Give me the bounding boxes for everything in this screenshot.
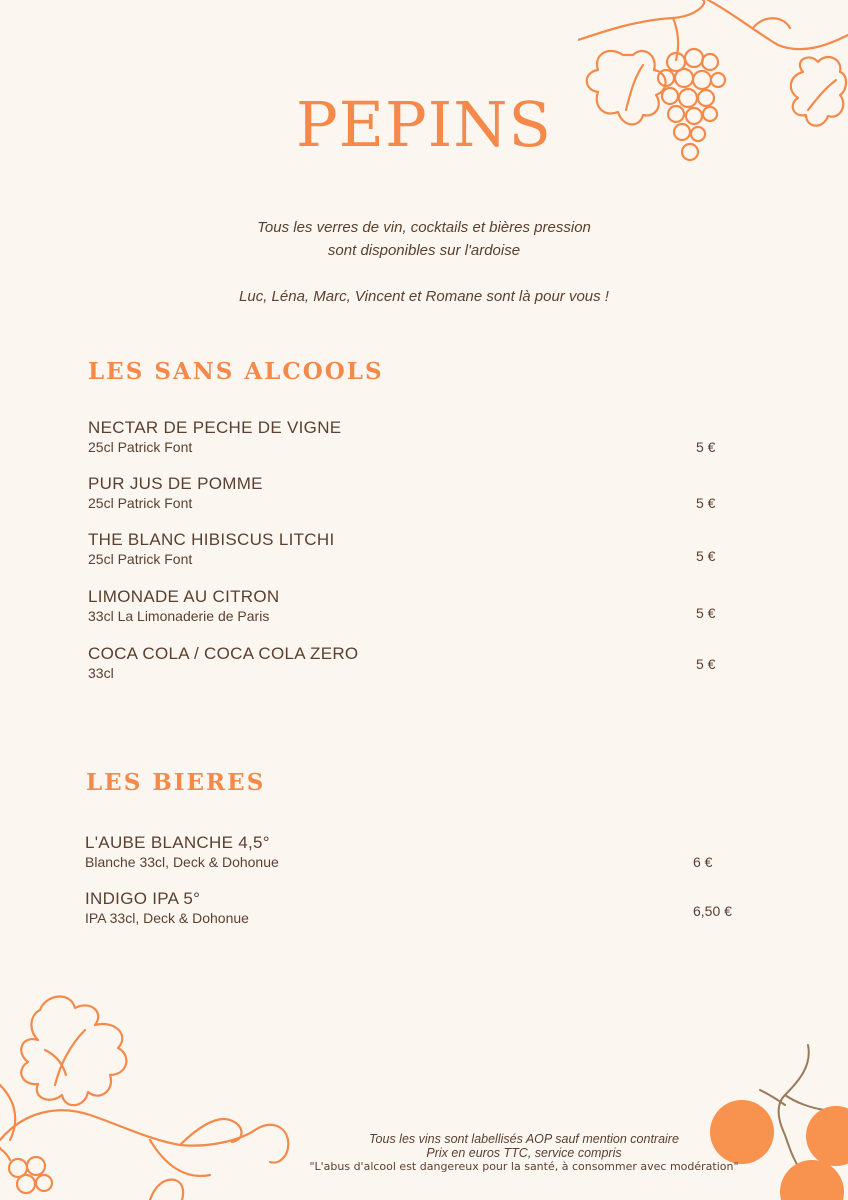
item-name: PUR JUS DE POMME	[88, 474, 263, 493]
section-title-sans-alcools: LES SANS ALCOOLS	[88, 358, 384, 385]
orange-fruits-icon	[700, 1040, 848, 1200]
footer-aop-note: Tous les vins sont labellisés AOP sauf mention contraire	[369, 1132, 679, 1146]
item-description: 25cl Patrick Font	[88, 439, 193, 455]
item-price: 5 €	[696, 605, 716, 621]
intro-text	[0, 216, 848, 262]
item-price: 6,50 €	[693, 903, 732, 919]
item-description: 33cl La Limonaderie de Paris	[88, 608, 270, 624]
item-name: INDIGO IPA 5°	[85, 889, 201, 908]
footer-price-note: Prix en euros TTC, service compris	[426, 1146, 622, 1160]
intro-line-3: Luc, Léna, Marc, Vincent et Romane sont là pour vous !	[239, 288, 609, 305]
footer	[300, 1132, 748, 1173]
item-price: 5 €	[696, 495, 716, 511]
item-name: THE BLANC HIBISCUS LITCHI	[88, 530, 335, 549]
menu-item	[88, 530, 335, 568]
section-title-bieres: LES BIERES	[86, 769, 266, 796]
item-name: LIMONADE AU CITRON	[88, 587, 280, 606]
item-name: L'AUBE BLANCHE 4,5°	[85, 833, 270, 852]
item-price: 5 €	[696, 548, 716, 564]
item-description: Blanche 33cl, Deck & Dohonue	[85, 854, 279, 870]
grape-leaf-icon	[0, 990, 300, 1200]
page-title: PEPINS	[296, 88, 552, 161]
menu-item	[88, 644, 358, 682]
menu-item	[88, 587, 279, 625]
menu-item	[88, 418, 341, 456]
menu-item	[88, 474, 263, 512]
item-description: 33cl	[88, 665, 114, 681]
intro-line-1: Tous les verres de vin, cocktails et bières pression	[257, 219, 591, 236]
menu-item	[85, 833, 279, 871]
item-description: 25cl Patrick Font	[88, 551, 193, 567]
item-price: 5 €	[696, 656, 716, 672]
intro-line-2: sont disponibles sur l'ardoise	[327, 242, 521, 259]
item-price: 6 €	[693, 854, 713, 870]
item-name: COCA COLA / COCA COLA ZERO	[88, 644, 359, 663]
item-price: 5 €	[696, 439, 716, 455]
item-description: IPA 33cl, Deck & Dohonue	[85, 910, 249, 926]
item-description: 25cl Patrick Font	[88, 495, 193, 511]
footer-alcohol-warning: "L'abus d'alcool est dangereux pour la santé, à consommer avec modération"	[309, 1160, 739, 1173]
menu-item	[85, 889, 249, 927]
item-name: NECTAR DE PECHE DE VIGNE	[88, 418, 342, 437]
